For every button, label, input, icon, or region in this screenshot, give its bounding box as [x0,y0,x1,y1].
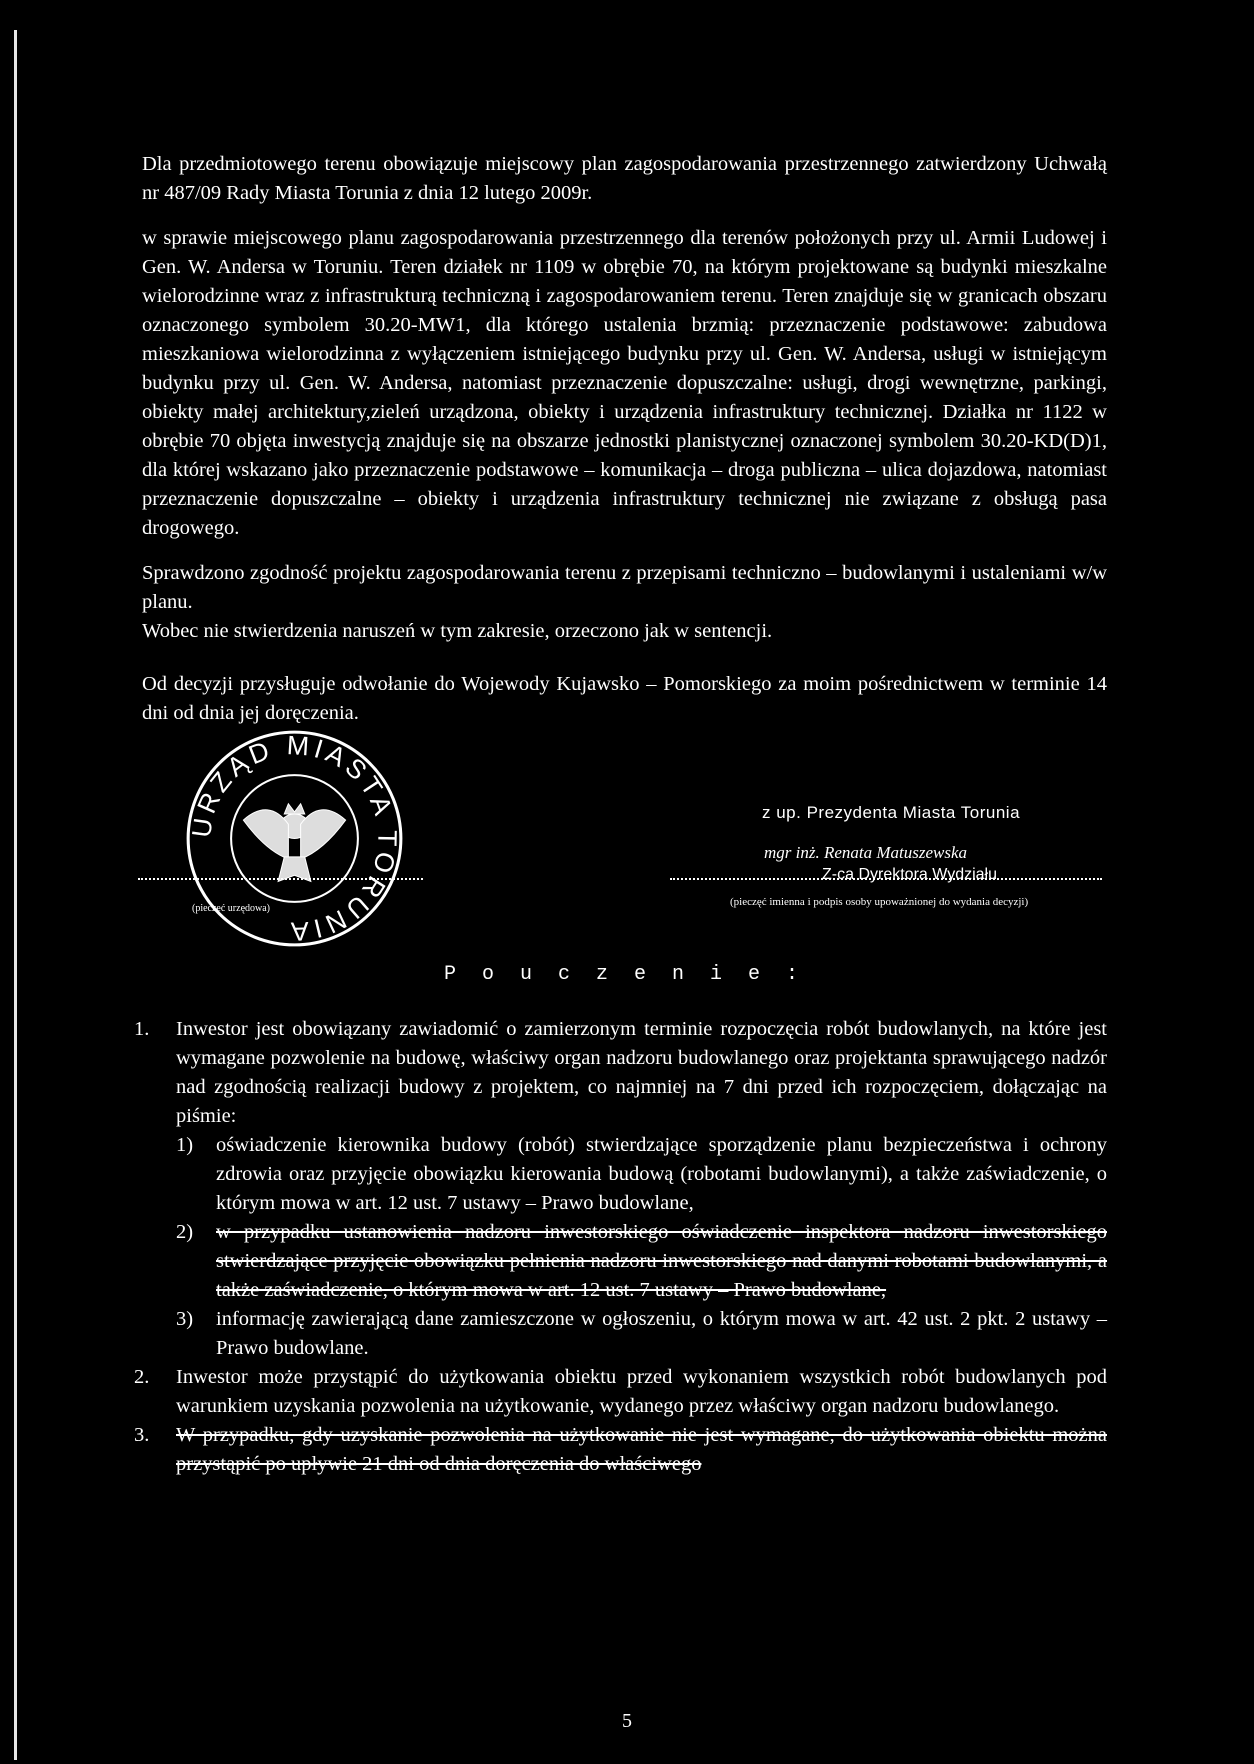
paragraph-compliance: Sprawdzono zgodność projektu zagospodarowania terenu z przepisami techniczno – budowlanymi i ustaleniami w/w planu. [142,562,1107,613]
document-body [134,150,1107,1479]
paragraph-appeal: Od decyzji przysługuje odwołanie do Wojewody Kujawsko – Pomorskiego za moim pośrednictwem w terminie 14 dni od dnia jej doręczenia. [142,673,1107,724]
list-item [134,1015,1107,1363]
signer-name: mgr inż. Renata Matuszewska [764,843,968,862]
signature-dotted-line [670,878,1102,880]
list-number: 1. [134,1018,150,1040]
sub-list-number: 1) [176,1134,194,1156]
list-number: 3. [134,1424,150,1446]
sub-list-number: 2) [176,1221,194,1243]
list-number: 2. [134,1366,150,1388]
section-title-pouczenie: P o u c z e n i e : [443,963,806,986]
paragraph-conclusion: Wobec nie stwierdzenia naruszeń w tym zakresie, orzeczono jak w sentencji. [142,620,773,642]
seal-dotted-line [138,878,423,880]
signer-role: Z-ca Dyrektora Wydziału [822,866,998,883]
list-item-text: Inwestor jest obowiązany zawiadomić o zamierzonym terminie rozpoczęcia robót budowlanych, na które jest wymagane pozwolenie na budowę, właściwy organ nadzoru budowlanego oraz projektanta sprawującego nadzór nad zgodnością realizacji budowy z projektem, co najmniej na 7 dni przed ich rozpoczęciem, dołączając na piśmie: [176,1018,1107,1127]
list-item-struck [134,1421,1107,1479]
list-item-text: W przypadku, gdy uzyskanie pozwolenia na użytkowanie nie jest wymagane, do użytkowania obiektu można przystąpić po upływie 21 dni od dnia doręczenia do właściwego [176,1424,1107,1475]
scan-edge-line [14,30,17,1760]
sub-list-item [176,1131,1107,1218]
list-item [134,1363,1107,1421]
seal-text: URZĄD MIASTA TORUNIA [186,730,403,947]
seal-caption: (pieczęć urzędowa) [192,903,270,914]
sub-list-item-text: oświadczenie kierownika budowy (robót) stwierdzające sporządzenie planu bezpieczeństwa i ochrony zdrowia oraz przyjęcie obowiązku kierowania budową (robotami budowlanymi), a także zaświadczenie, o którym mowa w art. 12 ust. 7 ustawy – Prawo budowlane, [216,1134,1107,1214]
signature-block [142,728,1107,960]
on-behalf-text: z up. Prezydenta Miasta Torunia [762,803,1021,822]
instructions-list [134,1015,1107,1479]
sub-list-number: 3) [176,1308,194,1330]
paragraph-plan-details: w sprawie miejscowego planu zagospodarowania przestrzennego dla terenów położonych przy ul. Armii Ludowej i Gen. W. Andersa w Toruniu. Teren działek nr 1109 w obrębie 70, na którym projektowane są budynki mieszkalne wielorodzinne wraz z infrastrukturą techniczną i zagospodarowaniem terenu. Teren znajduje się w granicach obszaru oznaczonego symbolem 30.20-MW1, dla którego ustalenia brzmią: przeznaczenie podstawowe: zabudowa mieszkaniowa wielorodzinna z wyłączeniem istniejącego budynku przy ul. Gen. W. Andersa, usługi w istniejącym budynku przy ul. Gen. W. Andersa, natomiast przeznaczenie dopuszczalne: usługi, drogi wewnętrzne, parkingi, obiekty małej architektury,zieleń urządzona, obiekty i urządzenia infrastruktury technicznej. Działka nr 1122 w obrębie 70 objęta inwestycją znajduje się na obszarze jednostki planistycznej oznaczonej symbolem 30.20-KD(D)1, dla której wskazano jako przeznaczenie podstawowe – komunikacja – droga publiczna – ulica dojazdowa, natomiast przeznaczenie dopuszczalne – obiekty i urządzenia infrastruktury technicznej nie związane z obsługą pasa drogowego. [142,227,1107,539]
list-item-text: Inwestor może przystąpić do użytkowania obiektu przed wykonaniem wszystkich robót budowlanych pod warunkiem uzyskania pozwolenia na użytkowanie, wydanego przez właściwy organ nadzoru budowlanego. [176,1366,1107,1417]
signature-caption: (pieczęć imienna i podpis osoby upoważnionej do wydania decyzji) [730,896,1029,908]
page-number: 5 [622,1710,632,1732]
sub-list-item-text: w przypadku ustanowienia nadzoru inwestorskiego oświadczenie inspektora nadzoru inwestorskiego stwierdzające przyjęcie obowiązku pełnienia nadzoru inwestorskiego nad danymi robotami budowlanymi, a także zaświadczenie, o którym mowa w art. 12 ust. 7 ustawy – Prawo budowlane, [216,1221,1107,1301]
sub-list-item [176,1305,1107,1363]
paragraph-plan-basis: Dla przedmiotowego terenu obowiązuje miejscowy plan zagospodarowania przestrzennego zatwierdzony Uchwałą nr 487/09 Rady Miasta Torunia z dnia 12 lutego 2009r. [142,153,1107,204]
sub-list-item-text: informację zawierającą dane zamieszczone w ogłoszeniu, o którym mowa w art. 42 ust. 2 pkt. 2 ustawy – Prawo budowlane. [216,1308,1107,1359]
sub-list [176,1131,1107,1363]
sub-list-item-struck [176,1218,1107,1305]
